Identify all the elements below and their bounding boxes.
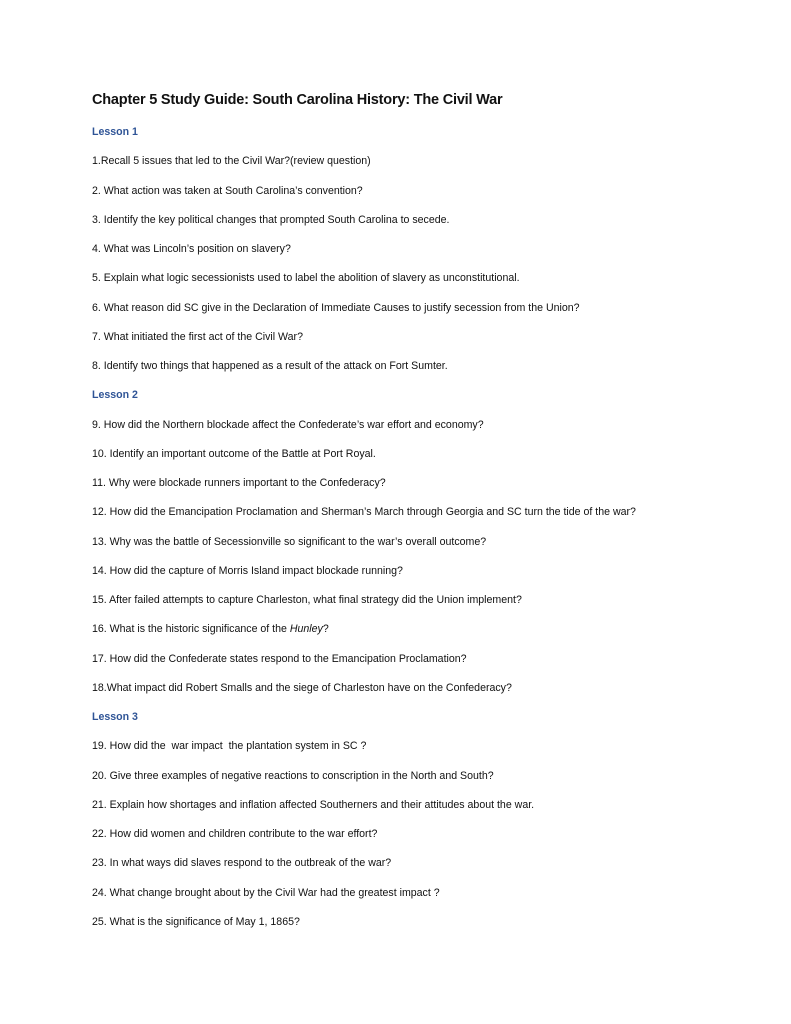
question: 6. What reason did SC give in the Declaration of Immediate Causes to justify secession from the Union? (92, 301, 580, 314)
lesson-2-heading: Lesson 2 (92, 389, 138, 402)
question: 3. Identify the key political changes that prompted South Carolina to secede. (92, 213, 450, 226)
question: 18.What impact did Robert Smalls and the siege of Charleston have on the Confederacy? (92, 681, 512, 694)
question: 23. In what ways did slaves respond to the outbreak of the war? (92, 857, 392, 870)
question: 1.Recall 5 issues that led to the Civil War?(review question) (92, 155, 371, 168)
question: 22. How did women and children contribute to the war effort? (92, 828, 378, 840)
lesson-1-heading: Lesson 1 (92, 126, 138, 138)
question: 11. Why were blockade runners important to the Confederacy? (92, 477, 386, 489)
question: 2. What action was taken at South Carolina’s convention? (92, 184, 363, 197)
question: 5. Explain what logic secessionists used to label the abolition of slavery as unconstitutional. (92, 272, 520, 285)
question: 7. What initiated the first act of the Civil War? (92, 330, 303, 343)
question: 20. Give three examples of negative reactions to conscription in the North and South? (92, 769, 494, 782)
question: 21. Explain how shortages and inflation affected Southerners and their attitudes about the war. (92, 798, 535, 811)
question: 12. How did the Emancipation Proclamation and Sherman’s March through Georgia and SC turn the tide of the war? (92, 506, 636, 519)
question: 25. What is the significance of May 1, 1865? (92, 915, 300, 928)
study-guide-body (92, 124, 752, 943)
question: 10. Identify an important outcome of the Battle at Port Royal. (92, 447, 376, 460)
question (92, 621, 752, 650)
question-text: ? (322, 623, 329, 636)
question: 9. How did the Northern blockade affect the Confederate’s war effort and economy? (92, 418, 484, 431)
question: 17. How did the Confederate states respond to the Emancipation Proclamation? (92, 652, 467, 665)
question: 13. Why was the battle of Secessionville so significant to the war’s overall outcome? (92, 535, 487, 548)
question-text: 16. What is the historic significance of the (92, 623, 290, 636)
lesson-3-heading: Lesson 3 (92, 711, 138, 723)
italic-title: Hunley (289, 623, 323, 636)
question: 15. After failed attempts to capture Charleston, what final strategy did the Union implement? (92, 594, 522, 606)
question: 14. How did the capture of Morris Island impact blockade running? (92, 564, 403, 577)
question: 19. How did the war impact the plantation system in SC ? (92, 740, 367, 753)
document-title: Chapter 5 Study Guide: South Carolina History: The Civil War (92, 92, 503, 108)
question: 8. Identify two things that happened as a result of the attack on Fort Sumter. (92, 360, 448, 372)
question: 24. What change brought about by the Civil War had the greatest impact ? (92, 886, 440, 899)
question: 4. What was Lincoln’s position on slavery? (92, 243, 291, 255)
